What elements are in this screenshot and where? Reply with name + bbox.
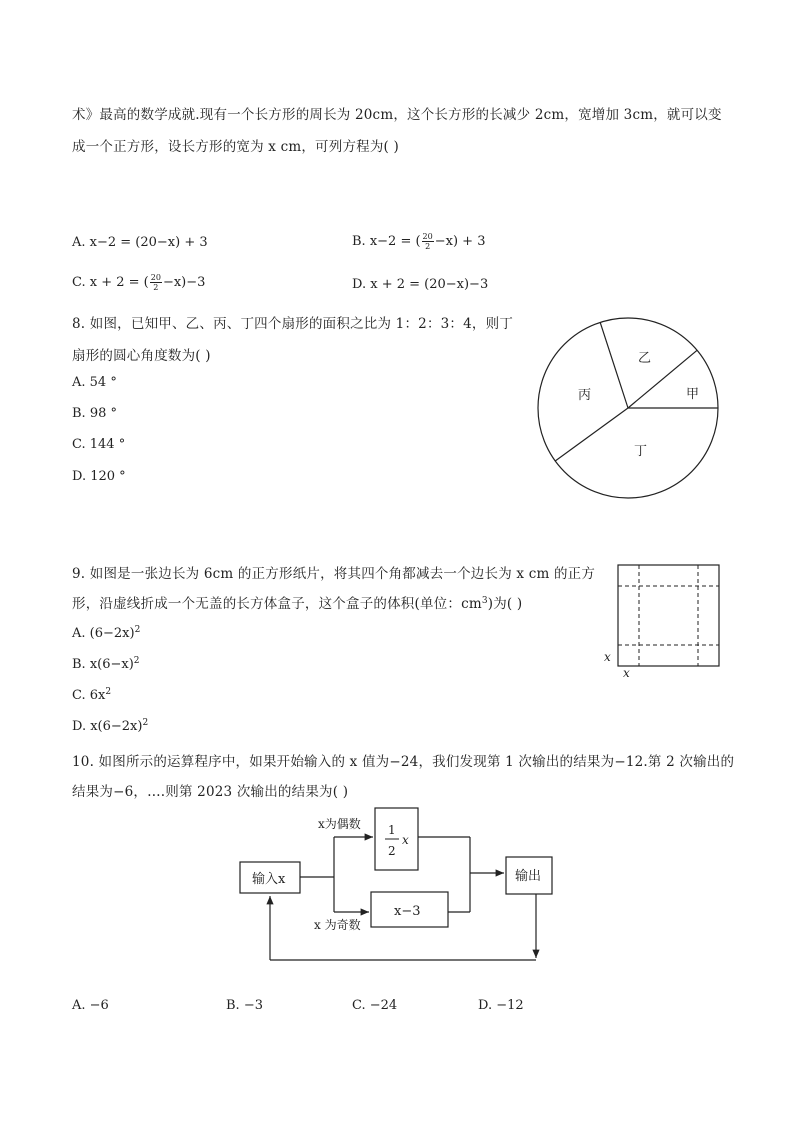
q7-option-b-denominator: 2 [425, 242, 431, 251]
q9-option-b[interactable] [72, 656, 140, 672]
pie-label-yi: 乙 [638, 351, 652, 366]
q7-option-a[interactable]: A. x−2 = (20−x) + 3 [72, 235, 208, 250]
q10-option-a[interactable]: A. −6 [72, 998, 109, 1013]
q9-text-line2-pre: 形，沿虚线折成一个无盖的长方体盒子，这个盒子的体积(单位：cm [72, 596, 482, 612]
q9-option-d-base: D. x(6−2x) [72, 719, 143, 734]
q10-text-line2: 结果为−6，….则第 2023 次输出的结果为( ) [72, 784, 349, 800]
pie-label-jia: 甲 [686, 387, 700, 402]
q7-option-c-numerator: 20 [150, 273, 161, 282]
q10-option-d[interactable]: D. −12 [478, 998, 524, 1013]
q10-text-line1: 10. 如图所示的运算程序中，如果开始输入的 x 值为−24，我们发现第 1 次输出的结果为−12.第 2 次输出的 [72, 754, 735, 770]
q9-option-c-exp: 2 [105, 687, 112, 697]
half-x: x [402, 833, 409, 847]
q7-option-c-denominator: 2 [153, 283, 159, 292]
q7-option-d[interactable]: D. x + 2 = (20−x)−3 [352, 277, 489, 292]
q9-text-line1: 9. 如图是一张边长为 6cm 的正方形纸片，将其四个角都减去一个边长为 x cm 的正方 [72, 566, 596, 582]
q9-text-line2 [72, 592, 522, 612]
q10-option-c[interactable]: C. −24 [352, 998, 398, 1013]
q10-flowchart [230, 800, 570, 975]
q8-text-line1: 8. 如图，已知甲、乙、丙、丁四个扇形的面积之比为 1：2：3：4，则丁 [72, 316, 514, 332]
q9-option-c[interactable] [72, 687, 111, 703]
q9-option-b-base: B. x(6−x) [72, 657, 134, 672]
pie-label-ding: 丁 [634, 444, 648, 459]
output-box-label: 输出 [515, 869, 542, 884]
pie-radius-3 [555, 408, 628, 461]
q7-option-c-post: −x)−3 [162, 275, 206, 290]
q8-option-c[interactable]: C. 144 ° [72, 437, 126, 452]
q9-option-d-exp: 2 [142, 718, 149, 728]
half-denominator: 2 [388, 844, 396, 858]
even-label: x为偶数 [318, 817, 361, 831]
square-outline [618, 565, 719, 666]
q9-option-a-base: A. (6−2x) [72, 626, 135, 641]
q7-text-line1: 术》最高的数学成就.现有一个长方形的周长为 20cm，这个长方形的长减少 2cm，宽增加 3cm，就可以变 [72, 107, 722, 123]
q9-option-a-exp: 2 [134, 625, 141, 635]
pie-label-bing: 丙 [578, 388, 592, 403]
q8-pie-figure [530, 300, 730, 505]
q7-option-b[interactable] [352, 232, 485, 251]
q9-option-d[interactable] [72, 718, 148, 734]
q7-option-b-numerator: 20 [422, 232, 433, 241]
q9-option-c-base: C. 6x [72, 688, 106, 703]
q9-text-line2-sup: 3 [481, 596, 488, 606]
pie-radius-1 [600, 322, 628, 408]
minus3-label: x−3 [394, 904, 421, 919]
q8-option-b[interactable]: B. 98 ° [72, 406, 117, 421]
q7-option-b-post: −x) + 3 [434, 234, 486, 249]
q8-option-d[interactable]: D. 120 ° [72, 469, 126, 484]
q7-option-c[interactable] [72, 273, 205, 292]
q7-option-c-pre: C. x + 2 = ( [72, 275, 149, 290]
q7-option-b-fraction [422, 232, 434, 251]
input-box-label: 输入x [252, 872, 286, 887]
bottom-label-x: x [623, 666, 630, 680]
q8-option-a[interactable]: A. 54 ° [72, 375, 117, 390]
q10-option-b[interactable]: B. −3 [226, 998, 263, 1013]
side-label-x: x [604, 650, 611, 664]
half-numerator: 1 [388, 823, 396, 837]
q8-text-line2: 扇形的圆心角度数为( ) [72, 348, 211, 364]
q7-option-c-fraction [150, 273, 162, 292]
q9-option-b-exp: 2 [133, 656, 140, 666]
q9-option-a[interactable] [72, 625, 140, 641]
q7-option-b-pre: B. x−2 = ( [352, 234, 421, 249]
q9-text-line2-post: )为( ) [487, 596, 523, 612]
q9-square-figure [596, 560, 726, 685]
q7-text-line2: 成一个正方形，设长方形的宽为 x cm，可列方程为( ) [72, 139, 399, 155]
odd-label: x 为奇数 [314, 918, 361, 932]
